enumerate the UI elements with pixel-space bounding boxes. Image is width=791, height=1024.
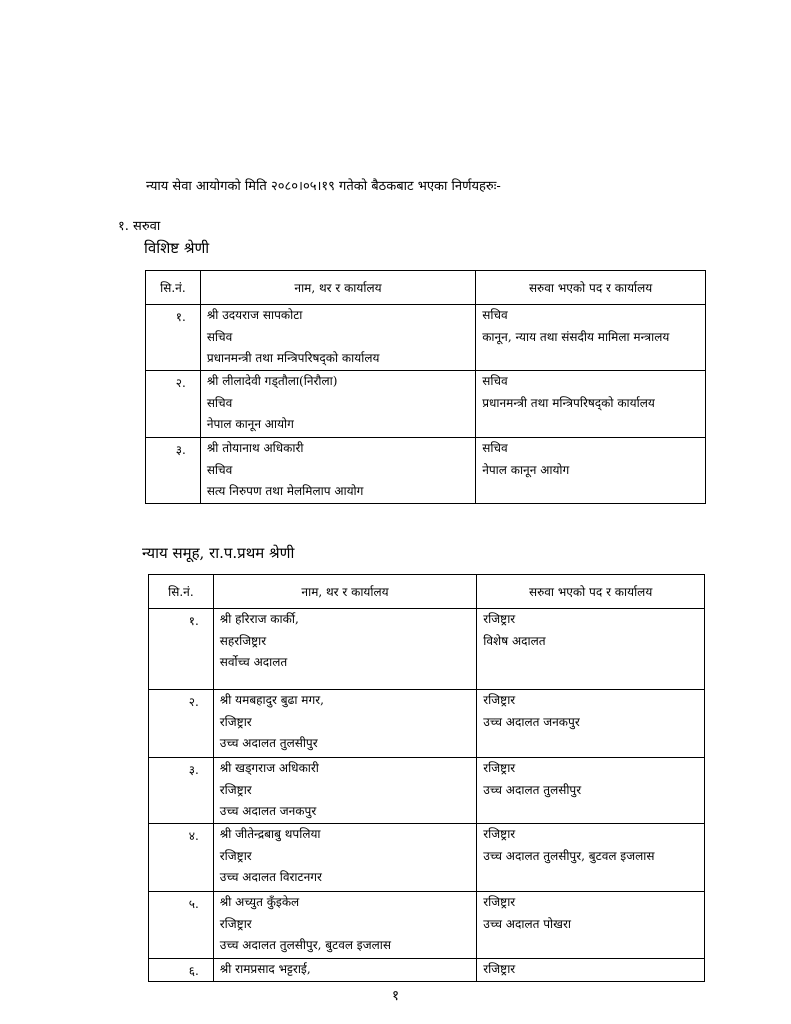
name-office-cell [200,371,475,438]
name-office-line: सचिव [206,462,233,477]
table-row [149,690,705,758]
transfer-post-line: उच्च अदालत तुलसीपुर, बुटवल इजलास [483,848,655,863]
serial-number: ३. [146,438,201,504]
transfer-post-line: रजिष्ट्रार [483,693,516,707]
table2-subheading: न्याय समूह, रा.प.प्रथम श्रेणी [142,544,295,562]
serial-number: ३. [149,758,214,824]
name-office-line: श्री लीलादेवी गड्तौला(निरौला) [206,374,338,388]
transfer-post-cell [477,609,705,690]
name-office-line: श्री यमबहादुर बुढा मगर, [219,693,324,707]
table-row [149,892,705,959]
serial-number: २. [149,690,214,758]
transfer-post-cell [476,438,706,504]
name-office-line: प्रधानमन्त्री तथा मन्त्रिपरिषद्को कार्यालय [206,351,380,365]
transfer-post-line: सचिव [482,308,508,322]
name-office-line: उच्च अदालत जनकपुर [219,804,317,818]
table-row [146,305,706,371]
transfer-post-cell [476,305,706,371]
transfer-post-cell [477,824,705,892]
transfer-post-cell [477,892,705,959]
name-office-cell [200,305,475,371]
name-office-line: सत्य निरुपण तथा मेलमिलाप आयोग [206,484,364,498]
page-number: १ [391,988,400,1004]
name-office-line: उच्च अदालत तुलसीपुर [219,736,318,750]
name-office-line: श्री जीतेन्द्रबाबु थपलिया [219,827,321,841]
transfer-post-cell [476,371,706,438]
transfer-post-line: रजिष्ट्रार [483,895,516,909]
transfer-post-line: प्रधानमन्त्री तथा मन्त्रिपरिषद्को कार्यालय [482,395,655,410]
table2-header-row [149,575,705,609]
name-office-line: श्री रामप्रसाद भट्टराई, [219,962,311,976]
serial-number: २. [146,371,201,438]
table-row [149,609,705,690]
table2-header-to: सरुवा भएको पद र कार्यालय [477,575,705,609]
name-office-line: सचिव [206,329,233,344]
serial-number: ४. [149,824,214,892]
transfer-post-line: रजिष्ट्रार [483,761,516,775]
name-office-line: रजिष्ट्रार [219,714,252,729]
name-office-line: उच्च अदालत तुलसीपुर, बुटवल इजलास [219,938,391,952]
transfer-post-line: कानून, न्याय तथा संसदीय मामिला मन्त्रालय [482,329,670,344]
transfer-post-line: रजिष्ट्रार [483,612,516,626]
transfer-post-line: उच्च अदालत जनकपुर [483,714,580,729]
name-office-line: श्री हरिराज कार्की, [219,612,299,626]
name-office-line: सर्वोच्च अदालत [219,655,288,669]
section-title: १. सरुवा [118,219,161,234]
name-office-line: श्री तोयानाथ अधिकारी [206,441,304,455]
serial-number: ६. [149,959,214,982]
document-heading: न्याय सेवा आयोगको मिति २०८०।०५।१९ गतेको बैठकबाट भएका निर्णयहरुः- [146,179,501,194]
table1-header-row [146,271,706,305]
transfer-post-line: उच्च अदालत तुलसीपुर [483,782,582,797]
transfer-post-cell [477,758,705,824]
name-office-line: श्री अच्युत कुँइकेल [219,895,300,909]
serial-number: १. [149,609,214,690]
table1-subheading: विशिष्ट श्रेणी [144,239,210,257]
table2 [148,574,705,982]
name-office-cell [213,959,477,982]
name-office-cell [213,609,477,690]
serial-number: ५. [149,892,214,959]
table2-header-sn: सि.नं. [149,575,214,609]
transfer-post-line: नेपाल कानून आयोग [482,462,570,477]
transfer-post-line: उच्च अदालत पोखरा [483,916,571,931]
table1-body [146,305,706,504]
transfer-post-line: रजिष्ट्रार [483,827,516,841]
name-office-line: रजिष्ट्रार [219,916,252,931]
table1 [145,270,706,504]
transfer-post-line: सचिव [482,441,508,455]
transfer-post-line: सचिव [482,374,508,388]
name-office-line: सचिव [206,395,233,410]
name-office-cell [200,438,475,504]
name-office-line: श्री उदयराज सापकोटा [206,308,303,322]
serial-number: १. [146,305,201,371]
name-office-line: रजिष्ट्रार [219,848,252,863]
table2-body [149,609,705,982]
table-row [146,371,706,438]
transfer-post-cell [477,690,705,758]
name-office-line: रजिष्ट्रार [219,782,252,797]
name-office-line: सहरजिष्ट्रार [219,633,267,648]
name-office-line: श्री खड्गराज अधिकारी [219,761,319,775]
name-office-line: नेपाल कानून आयोग [206,417,294,431]
name-office-cell [213,824,477,892]
name-office-cell [213,758,477,824]
name-office-cell [213,892,477,959]
transfer-post-line: रजिष्ट्रार [483,962,516,976]
transfer-post-cell [477,959,705,982]
table2-header-from: नाम, थर र कार्यालय [213,575,477,609]
table1-header-to: सरुवा भएको पद र कार्यालय [476,271,706,305]
table-row [149,824,705,892]
table-row [149,758,705,824]
table-row [146,438,706,504]
transfer-post-line: विशेष अदालत [483,633,546,648]
table1-header-from: नाम, थर र कार्यालय [200,271,475,305]
table1-header-sn: सि.नं. [146,271,201,305]
name-office-cell [213,690,477,758]
name-office-line: उच्च अदालत विराटनगर [219,870,322,884]
table-row [149,959,705,982]
